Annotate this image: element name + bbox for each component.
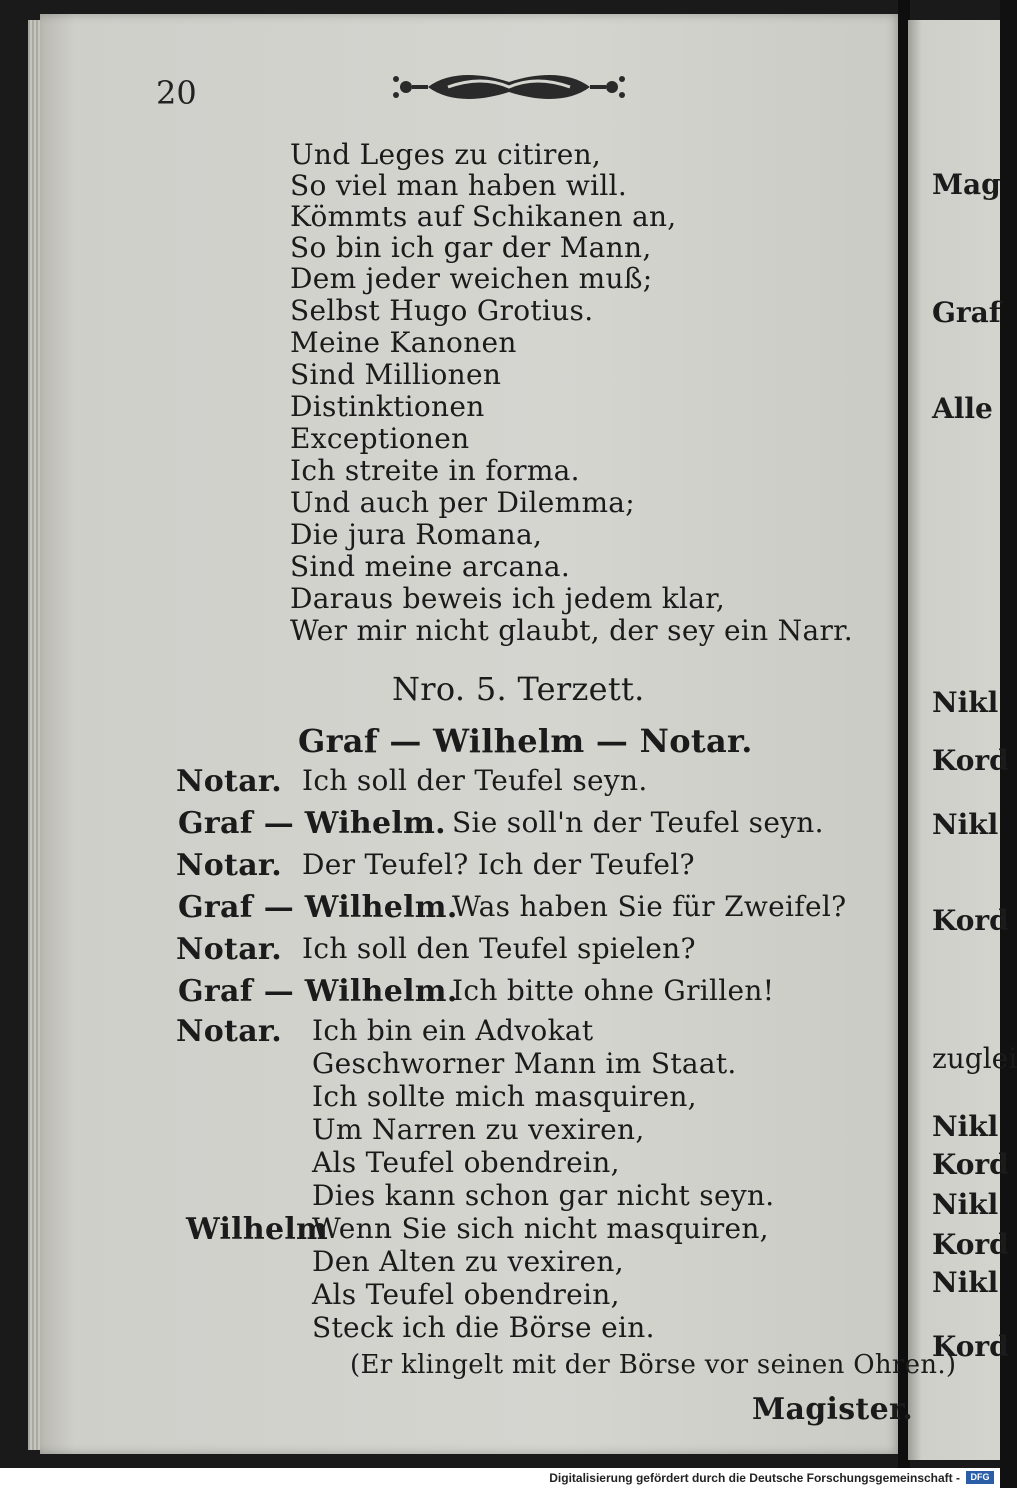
- page-number: 20: [156, 74, 197, 112]
- right-page-fragment: Kord: [932, 1148, 1009, 1181]
- right-page-fragment: Nikl: [932, 1266, 999, 1299]
- dialogue-text: Sie soll'n der Teufel seyn.: [452, 806, 824, 839]
- speaker-label: Notar.: [176, 932, 283, 967]
- dialogue-text: Der Teufel? Ich der Teufel?: [302, 848, 695, 881]
- speech-line: Dies kann schon gar nicht seyn.: [312, 1179, 775, 1212]
- verse-line: So viel man haben will.: [290, 169, 628, 202]
- verse-line: Und Leges zu citiren,: [290, 138, 602, 171]
- right-page-fragment: Kord: [932, 744, 1009, 777]
- right-page-fragment: zuglei: [932, 1042, 1017, 1075]
- verse-line: Daraus beweis ich jedem klar,: [290, 582, 726, 615]
- footer-credit: Digitalisierung gefördert durch die Deutsche Forschungsgemeinschaft -: [549, 1471, 960, 1485]
- right-page-fragment: Nikl: [932, 808, 999, 841]
- dialogue-text: Ich soll den Teufel spielen?: [302, 932, 696, 965]
- right-page-fragment: Graf: [932, 296, 1001, 329]
- right-page-fragment: Kord: [932, 904, 1009, 937]
- speech-line: Steck ich die Börse ein.: [312, 1311, 655, 1344]
- verse-line: Und auch per Dilemma;: [290, 486, 636, 519]
- verse-line: Sind Millionen: [290, 358, 502, 391]
- stage-direction: (Er klingelt mit der Börse vor seinen Ohren.): [350, 1350, 957, 1380]
- ornament-icon: [388, 64, 630, 110]
- verse-line: Kömmts auf Schikanen an,: [290, 200, 677, 233]
- speaker-label: Notar.: [176, 848, 283, 883]
- right-page-fragment: Nikl: [932, 1110, 999, 1143]
- speech-line: Um Narren zu vexiren,: [312, 1113, 645, 1146]
- speech-line: Als Teufel obendrein,: [312, 1146, 620, 1179]
- verse-line: Sind meine arcana.: [290, 550, 571, 583]
- verse-line: Dem jeder weichen muß;: [290, 262, 653, 295]
- verse-line: Die jura Romana,: [290, 518, 543, 551]
- verse-line: So bin ich gar der Mann,: [290, 231, 652, 264]
- right-page-fragment: Alle: [932, 392, 993, 425]
- dfg-logo-icon: DFG: [966, 1471, 994, 1484]
- verse-line: Exceptionen: [290, 422, 470, 455]
- characters-line: Graf — Wilhelm — Notar.: [298, 722, 753, 760]
- footer-bar: [0, 1468, 1000, 1488]
- verse-line: Distinktionen: [290, 390, 485, 423]
- speech-line: Den Alten zu vexiren,: [312, 1245, 624, 1278]
- verse-line: Ich streite in forma.: [290, 454, 580, 487]
- dialogue-text: Was haben Sie für Zweifel?: [452, 890, 847, 923]
- verse-line: Wer mir nicht glaubt, der sey ein Narr.: [290, 614, 853, 647]
- speaker-label: Notar.: [176, 1014, 283, 1049]
- catchword: Magister.: [752, 1392, 914, 1427]
- right-page-fragment: Mag: [932, 168, 1001, 201]
- dialogue-text: Ich bitte ohne Grillen!: [452, 974, 775, 1007]
- speaker-label: Graf — Wilhelm.: [178, 974, 458, 1009]
- speech-line: Ich bin ein Advokat: [312, 1014, 594, 1047]
- speech-line: Ich sollte mich masquiren,: [312, 1080, 697, 1113]
- verse-line: Meine Kanonen: [290, 326, 517, 359]
- speech-line: Geschworner Mann im Staat.: [312, 1047, 737, 1080]
- dialogue-text: Ich soll der Teufel seyn.: [302, 764, 648, 797]
- speaker-label: Wilhelm: [186, 1212, 329, 1247]
- speaker-label: Graf — Wihelm.: [178, 806, 446, 841]
- right-page-fragment: Kord: [932, 1228, 1009, 1261]
- speech-line: Als Teufel obendrein,: [312, 1278, 620, 1311]
- speaker-label: Graf — Wilhelm.: [178, 890, 458, 925]
- right-page-fragment: Nikl: [932, 686, 999, 719]
- right-page-fragment: Nikl: [932, 1188, 999, 1221]
- speaker-label: Notar.: [176, 764, 283, 799]
- speech-line: Wenn Sie sich nicht masquiren,: [312, 1212, 769, 1245]
- section-title: Nro. 5. Terzett.: [392, 670, 645, 708]
- verse-line: Selbst Hugo Grotius.: [290, 294, 594, 327]
- right-page-fragment: Kord: [932, 1330, 1009, 1363]
